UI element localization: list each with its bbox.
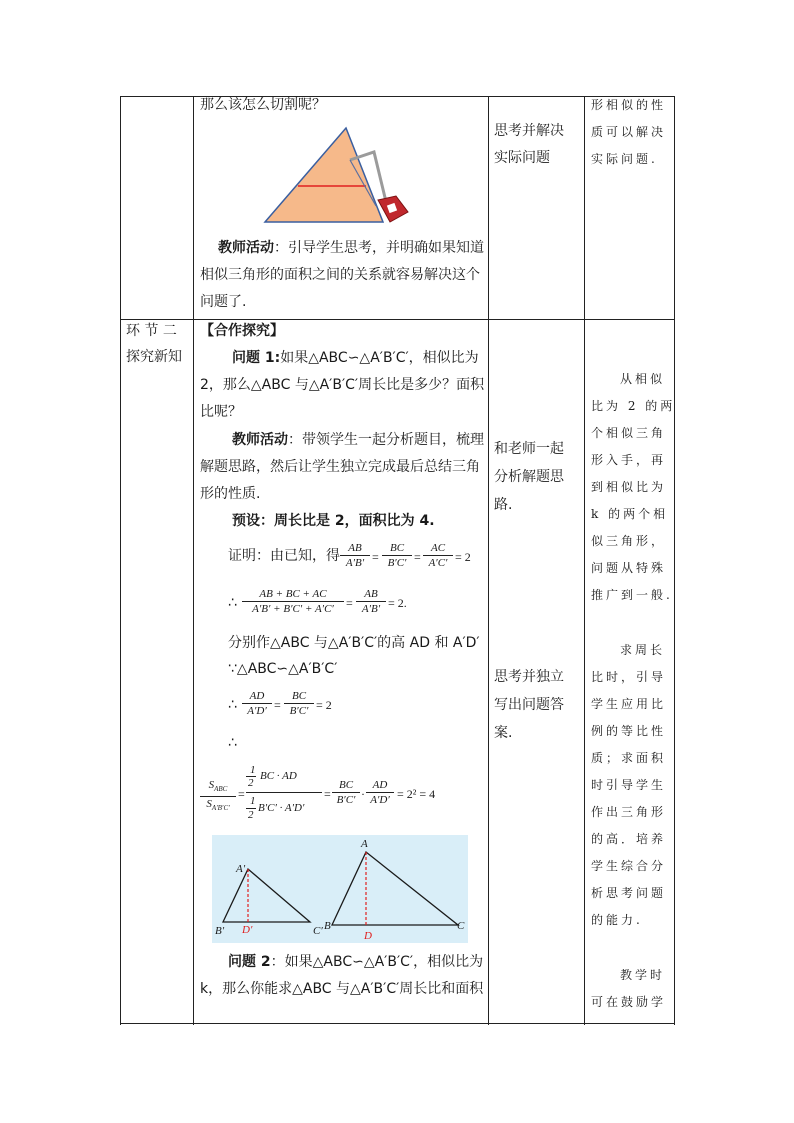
eq-sign: = (346, 596, 353, 610)
intent-r2b-8: 的高．培养 (591, 832, 667, 846)
intent-r2b-5: 质；求面积 (591, 751, 667, 765)
student-activity-r2-1: 和老师一起 (494, 441, 564, 457)
student-activity-r2-3: 路. (494, 497, 513, 513)
dot: · (361, 787, 365, 801)
student-activity-r1-1: 思考并解决 (494, 123, 564, 139)
frac-ab: $\frac{AB}{A'B'}$ (340, 541, 370, 570)
frac-perimeter: $\frac{AB + BC + AC}{A'B' + B'C' + A'C'}$ (242, 587, 344, 616)
intent-r2-1: 从相似 (620, 372, 666, 386)
intent-r2b-11: 的能力. (591, 913, 643, 927)
intent-r2c-1: 教学时 (620, 968, 666, 982)
student-activity-r1-2: 实际问题 (494, 150, 550, 166)
area-result: = 2² = 4 (397, 787, 436, 801)
intent-r2-5: 到相似比为 (591, 480, 667, 494)
frac-bc-2: $\frac{BC}{B'C'}$ (284, 689, 314, 718)
proof-intro: 证明：由已知，得 (228, 548, 340, 564)
col-border-1 (193, 96, 194, 1025)
label-a-prime: A′ (236, 863, 246, 875)
eq-sign: = (324, 787, 331, 801)
eq-sign: = (372, 550, 379, 564)
label-c: C (457, 920, 465, 932)
therefore-symbol: ∴ (228, 697, 237, 713)
teacher-activity-3: 问题了. (200, 294, 247, 310)
intent-r2b-3: 学生应用比 (591, 697, 667, 711)
label-d: D (364, 930, 372, 942)
stage-label-1: 环 节 二 (126, 323, 177, 339)
intent-r2-3: 个相似三角 (591, 426, 667, 440)
col-border-left (120, 96, 121, 1025)
intent-r2b-7: 作出三角形 (591, 805, 667, 819)
eq-sign: = (274, 698, 281, 712)
frac-ad: $\frac{AD}{A'D'}$ (242, 689, 272, 718)
intent-r1-2: 质可以解决 (591, 125, 667, 139)
intent-r2-6: k 的两个相 (591, 507, 669, 521)
similar-statement: ∵△ABC∽△A′B′C′ (228, 661, 338, 677)
col-border-2 (488, 96, 489, 1025)
teacher-activity-r2-3: 形的性质. (200, 486, 261, 502)
therefore-symbol: ∴ (228, 735, 237, 751)
q2-line-1: 问题 2：如果△ABC∽△A′B′C′，相似比为 (228, 954, 484, 970)
teacher-activity-r2-2: 解题思路，然后让学生独立完成最后总结三角 (200, 459, 480, 475)
teacher-activity-r2-1: 教师活动：带领学生一起分析题目，梳理 (232, 432, 484, 448)
label-d-prime: D′ (242, 924, 253, 936)
intent-r1-3: 实际问题. (591, 152, 658, 166)
intent-r2-9: 推广到一般. (591, 588, 673, 602)
intent-r2b-1: 求周长 (620, 643, 666, 657)
intent-r2-7: 似三角形， (591, 534, 667, 548)
label-a: A (361, 838, 368, 850)
cut-triangle-figure (262, 124, 422, 226)
intent-r2b-6: 时引导学生 (591, 778, 667, 792)
pyramid-triangle (265, 128, 383, 222)
eq-result: = 2 (316, 698, 332, 712)
eq-result: = 2. (388, 596, 407, 610)
intent-r2c-2: 可在鼓励学 (591, 995, 667, 1009)
col-border-right (674, 96, 675, 1025)
stage-label-2: 探究新知 (126, 349, 182, 365)
label-b-prime: B′ (215, 925, 225, 937)
intent-r2b-2: 比时，引导 (591, 670, 667, 684)
frac-bc: $\frac{BC}{B'C'}$ (382, 541, 412, 570)
student-activity-r2-4: 思考并独立 (494, 669, 564, 685)
intent-r2b-10: 析思考问题 (591, 886, 667, 900)
frac-ab-2: $\frac{AB}{A'B'}$ (356, 587, 386, 616)
teacher-activity-1: 教师活动：引导学生思考，并明确如果知道 (218, 240, 484, 256)
student-activity-r2-5: 写出问题答 (494, 697, 564, 713)
frac-bc-3: $\frac{BC}{B'C'}$ (332, 778, 360, 807)
section-heading: 【合作探究】 (200, 323, 284, 339)
label-c-prime: C′ (313, 925, 323, 937)
intent-r2-4: 形入手，再 (591, 453, 667, 467)
student-activity-r2-6: 案. (494, 725, 513, 741)
q1-line-2: 2，那么△ABC 与△A′B′C′周长比是多少？面积 (200, 377, 485, 393)
frac-ad-2: $\frac{AD}{A'D'}$ (366, 778, 394, 807)
q2-line-2: k，那么你能求△ABC 与△A′B′C′周长比和面积 (200, 981, 484, 997)
question-text: 那么该怎么切割呢？ (200, 97, 326, 113)
eq-sign: = (238, 787, 245, 801)
teacher-activity-2: 相似三角形的面积之间的关系就容易解决这个 (200, 267, 480, 283)
eq-result: = 2 (455, 550, 471, 564)
q1-line-1: 问题 1:如果△ABC∽△A′B′C′，相似比为 (232, 350, 479, 366)
intent-r2-8: 问题从特殊 (591, 561, 667, 575)
frac-ac: $\frac{AC}{A'C'}$ (423, 541, 453, 570)
col-border-3 (584, 96, 585, 1025)
table-bottom-border (120, 1023, 675, 1024)
student-activity-r2-2: 分析解题思 (494, 469, 564, 485)
intent-r2b-4: 例的等比性 (591, 724, 667, 738)
frac-area: $S_{ABC}$ $S_{A'B'C'}$ (200, 778, 236, 815)
preset-answer: 预设：周长比是 2，面积比为 4. (232, 513, 435, 529)
therefore-symbol: ∴ (228, 595, 237, 611)
intent-r1-1: 形相似的性 (591, 98, 667, 112)
intent-r2b-9: 学生综合分 (591, 859, 667, 873)
label-b: B (324, 920, 331, 932)
similar-triangles-figure (212, 835, 468, 943)
intent-r2-2: 比为 2 的两 (591, 399, 676, 413)
eq-sign: = (414, 550, 421, 564)
q1-line-3: 比呢？ (200, 404, 242, 420)
altitude-statement: 分别作△ABC 与△A′B′C′的高 AD 和 A′D′ (228, 635, 480, 651)
frac-half-area: 1 2 BC · AD 1 2 B′C′ · A′D′ (246, 764, 322, 823)
